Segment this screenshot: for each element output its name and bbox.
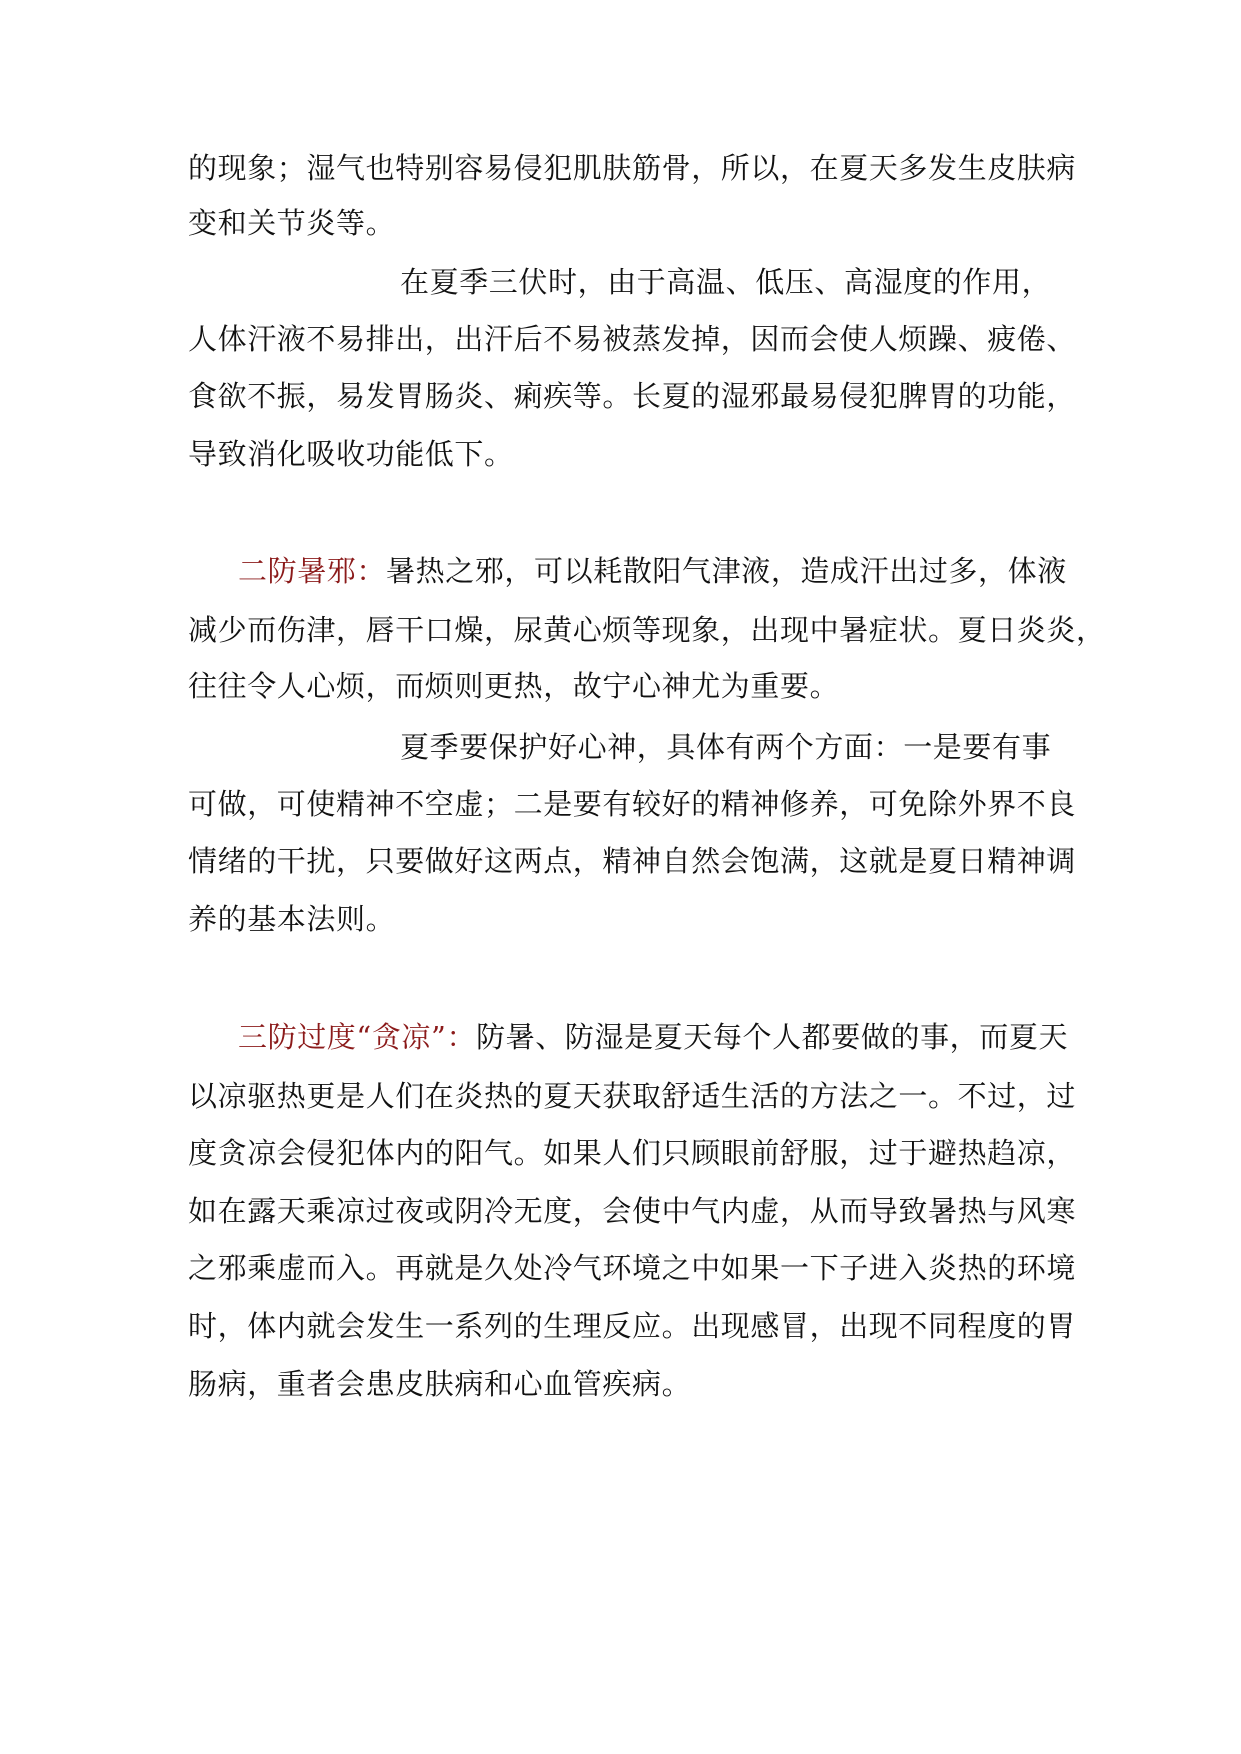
paragraph-line: 导致消化吸收功能低下。 bbox=[188, 437, 514, 471]
section-line bbox=[238, 551, 1067, 591]
paragraph-line: 如在露天乘凉过夜或阴冷无度，会使中气内虚，从而导致暑热与风寒 bbox=[188, 1194, 1077, 1228]
section-heading-3: 三防过度“贪凉”： bbox=[238, 1020, 477, 1054]
section-line bbox=[238, 1017, 1069, 1057]
paragraph-line: 变和关节炎等。 bbox=[188, 206, 396, 240]
paragraph-line: 可做，可使精神不空虚；二是要有较好的精神修养，可免除外界不良 bbox=[188, 787, 1077, 821]
paragraph-line: 情绪的干扰，只要做好这两点，精神自然会饱满，这就是夏日精神调 bbox=[188, 844, 1077, 878]
paragraph-line: 之邪乘虚而入。再就是久处冷气环境之中如果一下子进入炎热的环境 bbox=[188, 1251, 1077, 1285]
paragraph-line: 以凉驱热更是人们在炎热的夏天获取舒适生活的方法之一。不过，过 bbox=[188, 1079, 1077, 1113]
paragraph-line: 的现象；湿气也特别容易侵犯肌肤筋骨，所以，在夏天多发生皮肤病 bbox=[188, 151, 1077, 185]
paragraph-line: 养的基本法则。 bbox=[188, 902, 396, 936]
paragraph-line: 往往令人心烦，而烦则更热，故宁心神尤为重要。 bbox=[188, 669, 840, 703]
paragraph-line: 在夏季三伏时，由于高温、低压、高湿度的作用， bbox=[400, 265, 1052, 299]
paragraph-line: 肠病，重者会患皮肤病和心血管疾病。 bbox=[188, 1367, 692, 1401]
section-text: 暑热之邪，可以耗散阳气津液，造成汗出过多，体液 bbox=[386, 554, 1067, 588]
paragraph-line: 度贪凉会侵犯体内的阳气。如果人们只顾眼前舒服，过于避热趋凉， bbox=[188, 1136, 1077, 1170]
section-text: 防暑、防湿是夏天每个人都要做的事，而夏天 bbox=[476, 1020, 1069, 1054]
section-heading-2: 二防暑邪： bbox=[238, 554, 387, 588]
paragraph-line: 夏季要保护好心神，具体有两个方面：一是要有事 bbox=[400, 730, 1052, 764]
paragraph-line: 食欲不振，易发胃肠炎、痢疾等。长夏的湿邪最易侵犯脾胃的功能， bbox=[188, 379, 1077, 413]
paragraph-line: 人体汗液不易排出，出汗后不易被蒸发掉，因而会使人烦躁、疲倦、 bbox=[188, 322, 1077, 356]
paragraph-line: 减少而伤津，唇干口燥，尿黄心烦等现象，出现中暑症状。夏日炎炎， bbox=[188, 613, 1106, 647]
paragraph-line: 时，体内就会发生一系列的生理反应。出现感冒，出现不同程度的胃 bbox=[188, 1309, 1077, 1343]
